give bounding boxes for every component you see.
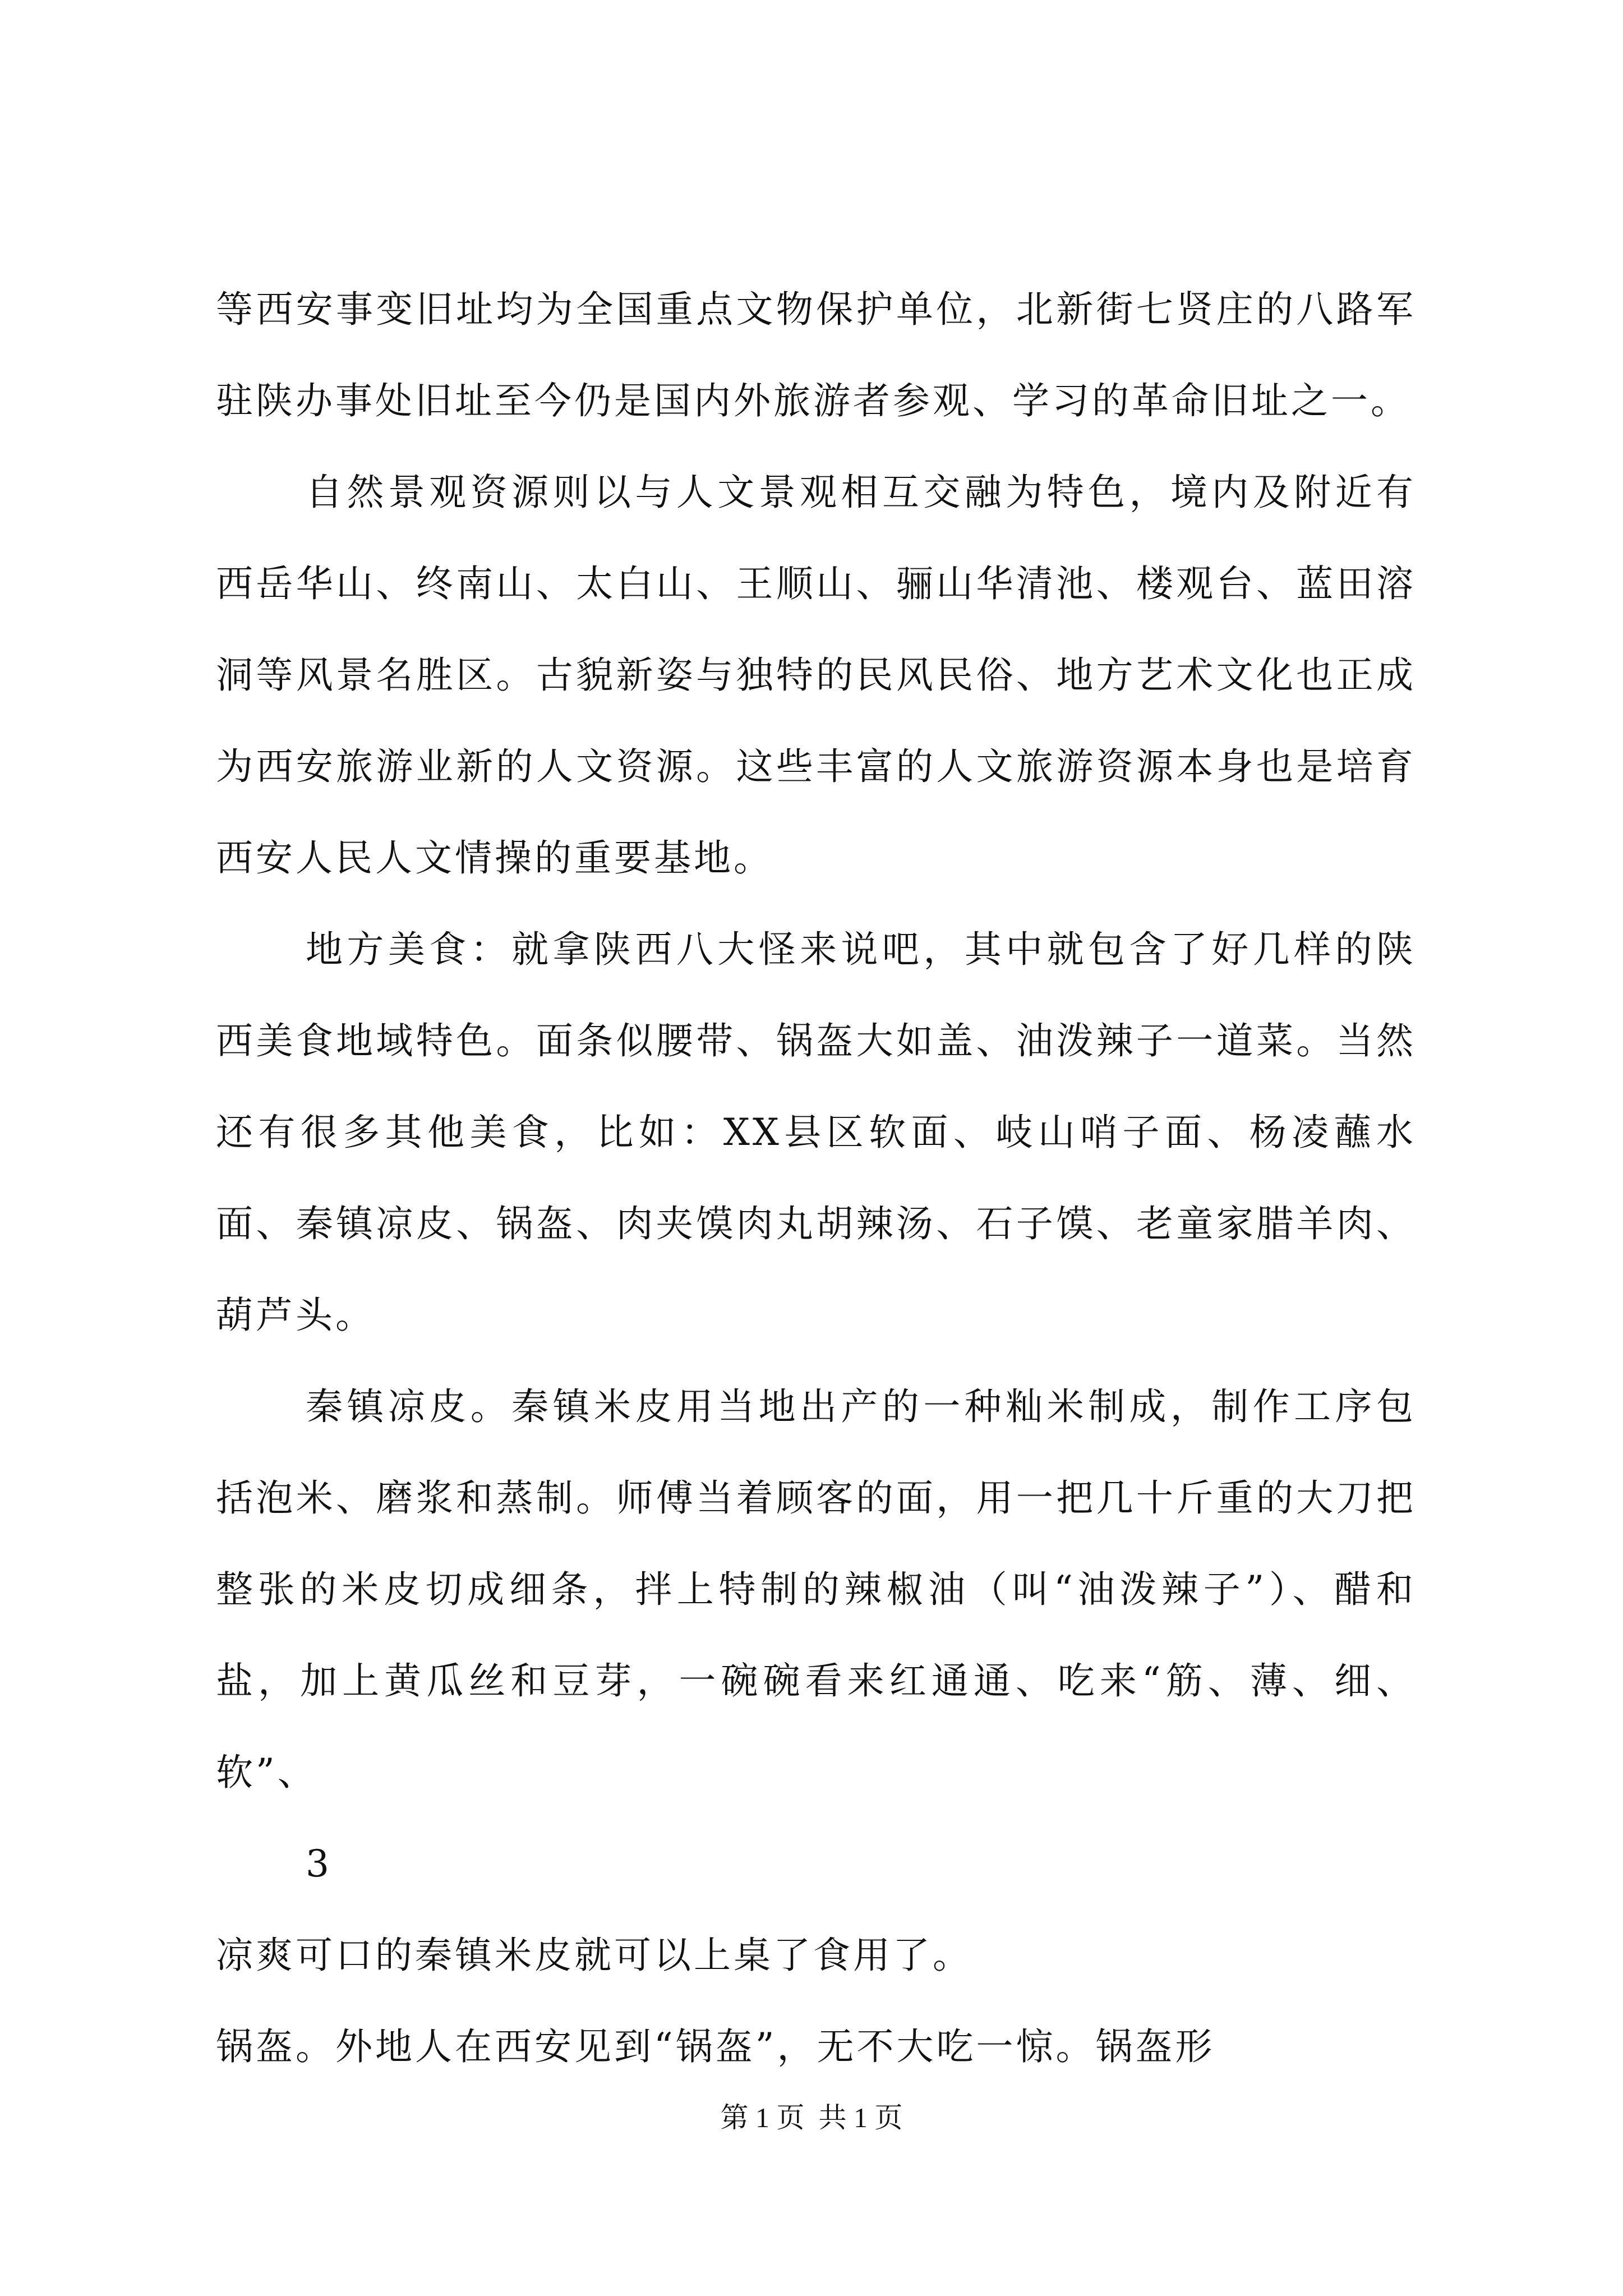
paragraph-local-food: 地方美食：就拿陕西八大怪来说吧，其中就包含了好几样的陕西美食地域特色。面条似腰带、锅盔大如盖、油泼辣子一道菜。当然还有很多其他美食，比如：XX县区软面、岐山哨子面、杨凌蘸水面、秦镇凉皮、锅盔、肉夹馍肉丸胡辣汤、石子馍、老童家腊羊肉、葫芦头。	[216, 928, 1416, 1337]
paragraph-natural-landscape: 自然景观资源则以与人文景观相互交融为特色，境内及附近有西岳华山、终南山、太白山、王顺山、骊山华清池、楼观台、蓝田溶洞等风景名胜区。古貌新姿与独特的民风民俗、地方艺术文化也正成为西安旅游业新的人文资源。这些丰富的人文旅游资源本身也是培育西安人民人文情操的重要基地。	[216, 471, 1416, 880]
paragraph-guokui: 锅盔。外地人在西安见到“锅盔”，无不大吃一惊。锅盔形	[216, 2025, 1215, 2068]
document-body	[216, 264, 1416, 2092]
page-footer: 第 1 页 共 1 页	[720, 2102, 903, 2133]
paragraph-liangpi-continued: 凉爽可口的秦镇米皮就可以上桌了食用了。	[216, 1934, 972, 1977]
paragraph-qinzhen-liangpi: 秦镇凉皮。秦镇米皮用当地出产的一种籼米制成，制作工序包括泡米、磨浆和蒸制。师傅当着顾客的面，用一把几十斤重的大刀把整张的米皮切成细条，拌上特制的辣椒油（叫“油泼辣子”）、醋和盐，加上黄瓜丝和豆芽，一碗碗看来红通通、吃来“筋、薄、细、软”、	[216, 1385, 1416, 1794]
paragraph-xian-incident-sites: 等西安事变旧址均为全国重点文物保护单位，北新街七贤庄的八路军驻陕办事处旧址至今仍是国内外旅游者参观、学习的革命旧址之一。	[216, 288, 1416, 422]
inline-page-number: 3	[306, 1842, 332, 1885]
